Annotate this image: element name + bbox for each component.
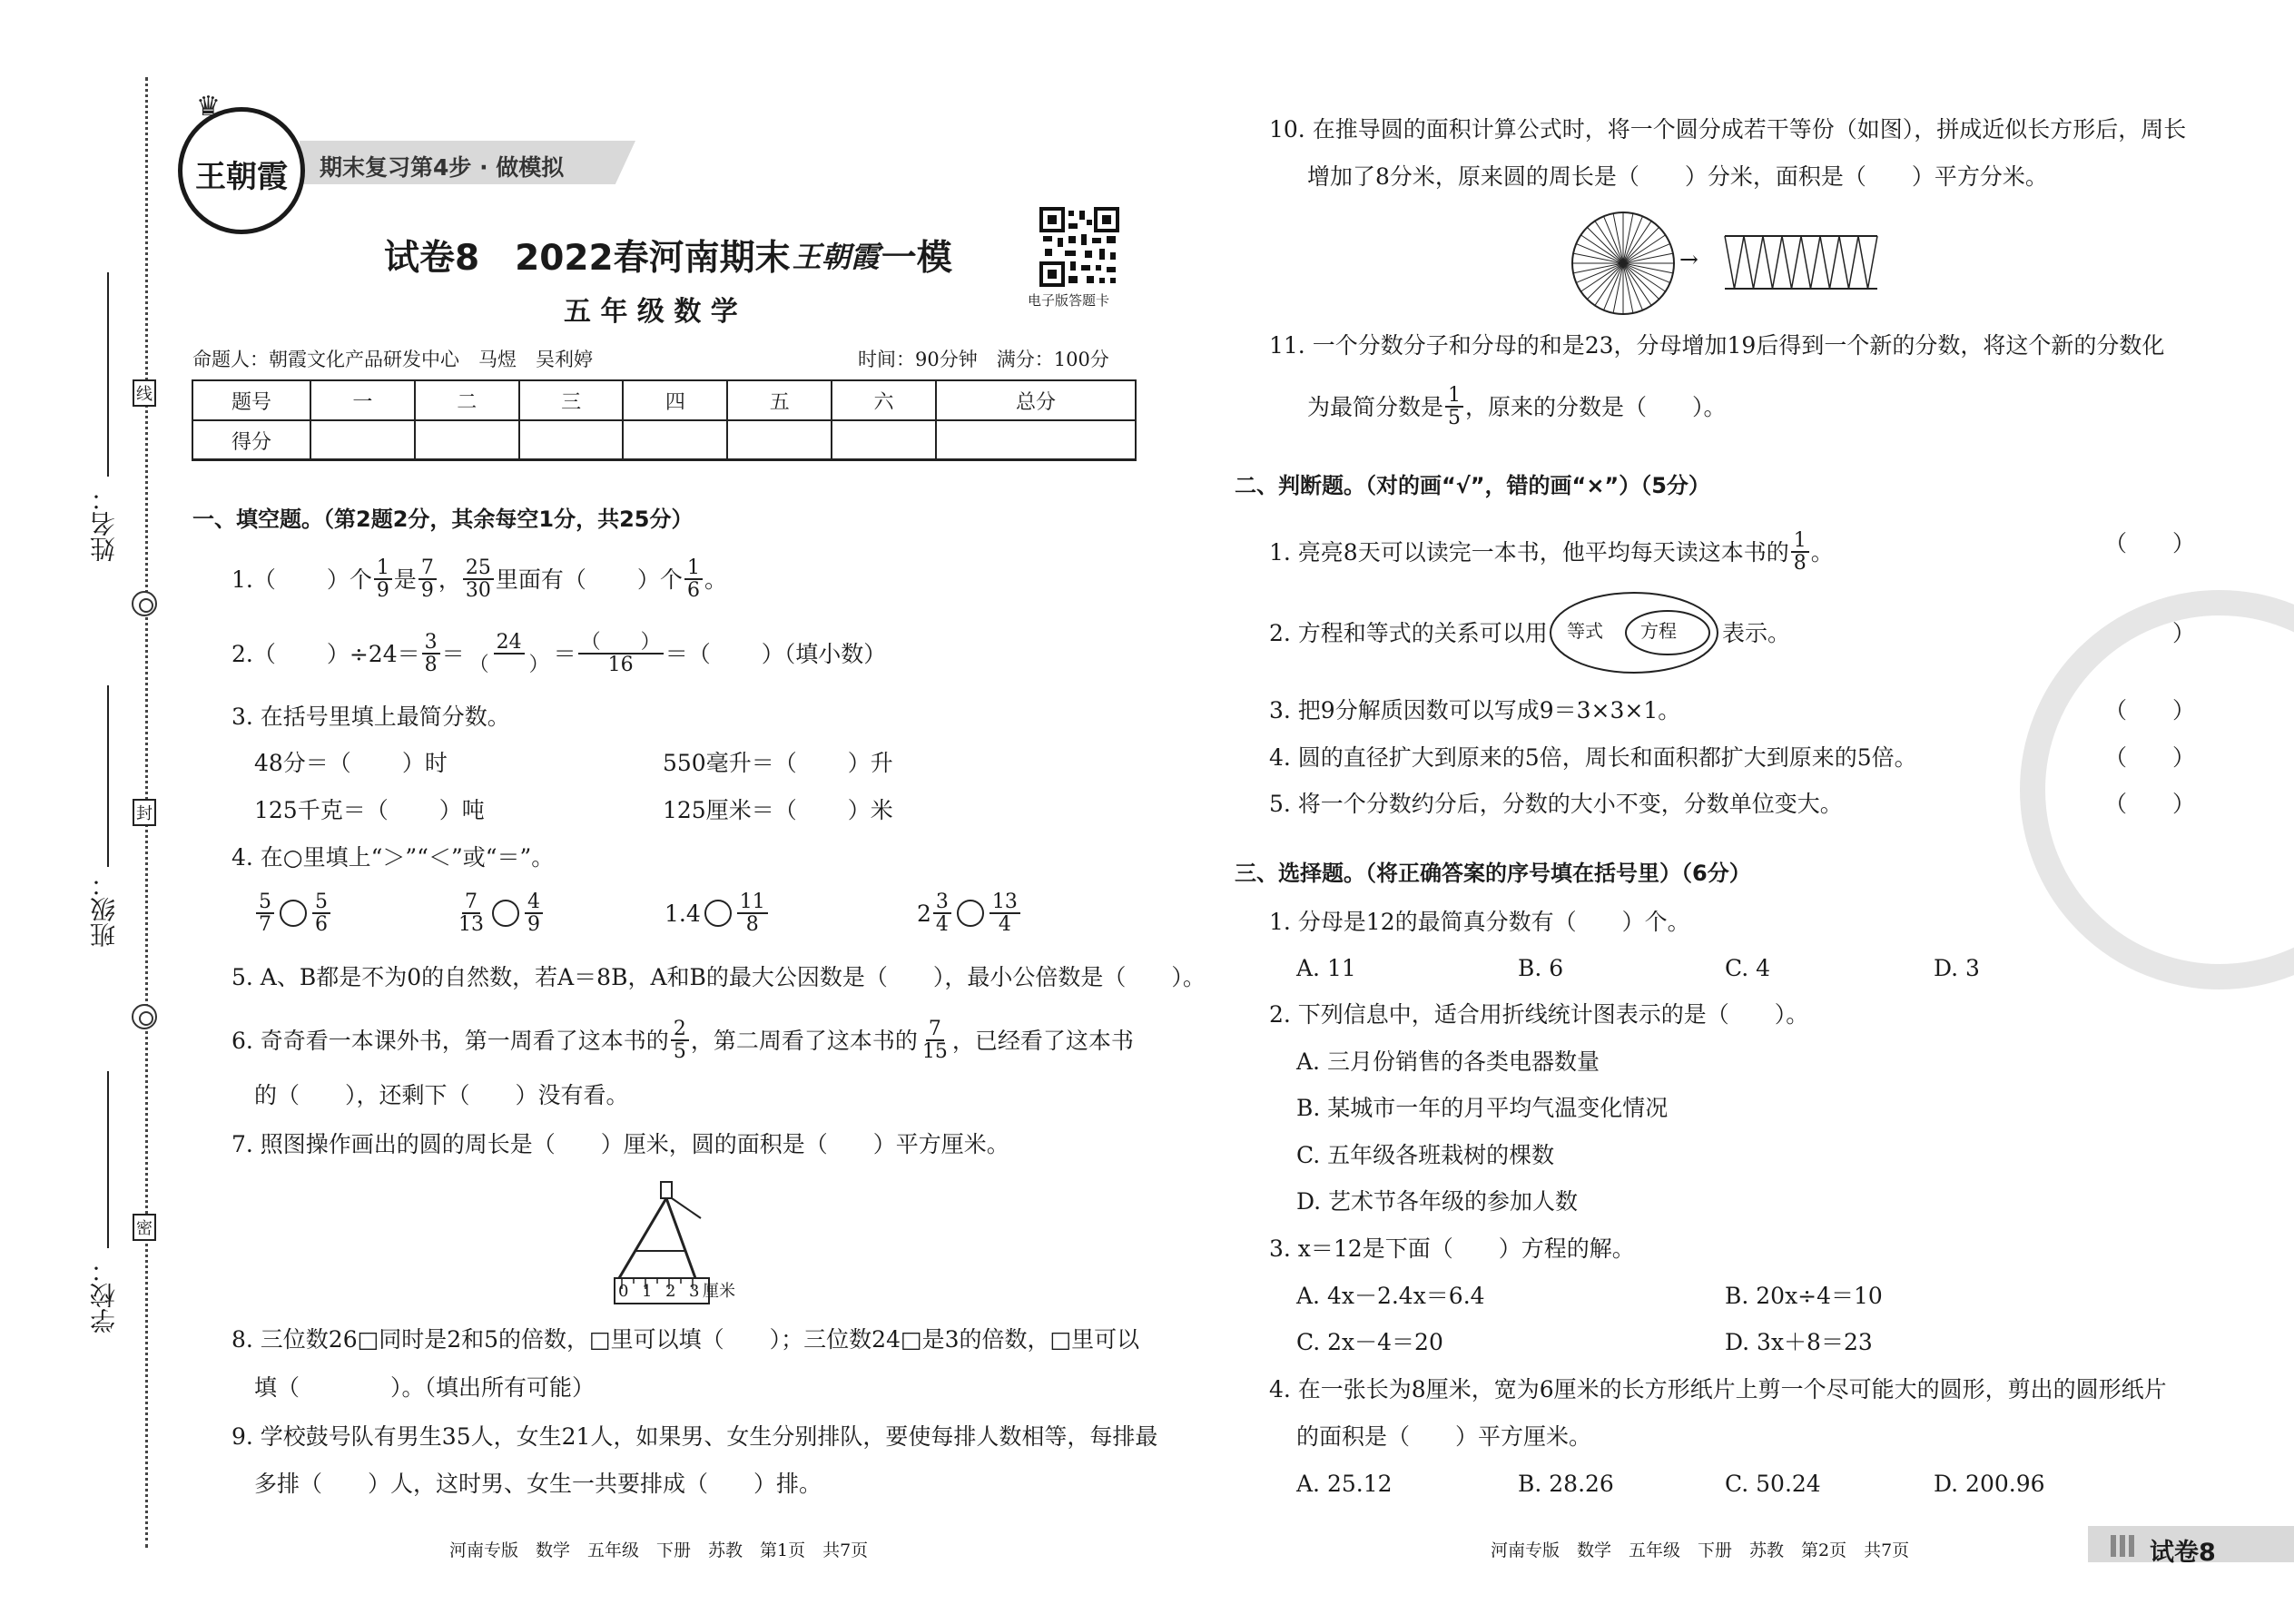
q-text: ， xyxy=(438,566,461,593)
question-4a: $\frac{5}{7}$ $\frac{5}{6}$ xyxy=(254,891,332,935)
time-score: 时间：90分钟 满分：100分 xyxy=(858,349,1109,370)
choice-4-opt-c[interactable]: C. 50.24 xyxy=(1725,1471,1821,1497)
question-3d: 125厘米＝（ ）米 xyxy=(663,797,893,823)
score-cell: 四 xyxy=(623,380,727,420)
score-cell: 总分 xyxy=(936,380,1136,420)
q-text: ＝ xyxy=(441,640,465,667)
footer-badge: 试卷8 xyxy=(2150,1539,2216,1567)
question-10-line2: 增加了8分米，原来圆的周长是（ ）分米，面积是（ ）平方分米。 xyxy=(1307,163,2048,190)
q-text: 里面有（ xyxy=(495,566,586,593)
judge-2-answer[interactable]: （ ） xyxy=(2104,620,2196,646)
fraction: $\frac{1}{6}$ xyxy=(684,557,703,601)
gutter-ornament-icon xyxy=(132,1004,157,1029)
authors: 命题人：朝霞文化产品研发中心 马煜 吴利婷 xyxy=(192,349,593,370)
school-underline xyxy=(107,1071,109,1248)
compare-circle[interactable] xyxy=(492,900,519,927)
choice-2-opt-a[interactable]: A. 三月份销售的各类电器数量 xyxy=(1296,1048,1600,1075)
choice-1-opt-b[interactable]: B. 6 xyxy=(1518,955,1564,981)
section-judge-title: 二、判断题。（对的画“√”，错的画“×”）（5分） xyxy=(1235,473,1710,498)
question-8-line2: 填（ ）。（填出所有可能） xyxy=(254,1374,596,1401)
score-input[interactable] xyxy=(727,420,832,460)
choice-3: 3. x＝12是下面（ ）方程的解。 xyxy=(1269,1235,1635,1262)
name-label: 姓名： xyxy=(89,486,119,562)
page-title xyxy=(384,230,952,281)
score-input[interactable] xyxy=(415,420,519,460)
q-text: ＝ xyxy=(553,640,576,667)
school-label: 学校： xyxy=(89,1257,119,1334)
venn-inner-label: 方程 xyxy=(1640,620,1677,642)
question-4d: 2 $\frac{3}{4}$ $\frac{13}{4}$ xyxy=(917,891,1022,935)
judge-2-text: 2. 方程和等式的关系可以用 xyxy=(1269,620,1548,646)
seal-char-line: 线 xyxy=(133,379,156,407)
choice-2-opt-b[interactable]: B. 某城市一年的月平均气温变化情况 xyxy=(1296,1095,1669,1121)
divided-circle-figure xyxy=(1569,209,1678,318)
q-text: ）÷24＝ xyxy=(326,640,420,667)
judge-4-answer[interactable]: （ ） xyxy=(2104,744,2196,771)
score-cell: 得分 xyxy=(192,420,310,460)
fraction: $\frac{1}{9}$ xyxy=(374,557,392,601)
fraction: $\frac{25}{30}$ xyxy=(463,557,494,601)
section-choice-title: 三、选择题。（将正确答案的序号填在括号里）（6分） xyxy=(1235,861,1751,886)
arrow-icon: → xyxy=(1679,246,1698,272)
choice-1-opt-a[interactable]: A. 11 xyxy=(1296,955,1356,981)
watermark-seal-icon xyxy=(2020,590,2294,989)
choice-3-opt-a[interactable]: A. 4x－2.4x＝6.4 xyxy=(1296,1283,1485,1309)
question-4c: 1.4 $\frac{11}{8}$ xyxy=(665,891,770,935)
fraction: $\frac{7}{9}$ xyxy=(418,557,437,601)
compare-circle[interactable] xyxy=(957,900,984,927)
seal-char-secret: 密 xyxy=(133,1214,156,1241)
choice-1-opt-c[interactable]: C. 4 xyxy=(1725,955,1771,981)
gutter-ornament-icon xyxy=(132,591,157,616)
choice-4-line2: 的面积是（ ）平方厘米。 xyxy=(1296,1423,1592,1450)
score-table-score-row xyxy=(192,420,1136,460)
footer-left: 河南专版 数学 五年级 下册 苏教 第1页 共7页 xyxy=(449,1540,869,1560)
choice-4: 4. 在一张长为8厘米，宽为6厘米的长方形纸片上剪一个尽可能大的圆形，剪出的圆形纸片 xyxy=(1269,1376,2167,1403)
fraction: $\frac{3}{8}$ xyxy=(422,632,440,675)
question-11-line2: 为最简分数是 $\frac{1}{5}$ ，原来的分数是（ ）。 xyxy=(1307,384,1727,430)
judge-4: 4. 圆的直径扩大到原来的5倍，周长和面积都扩大到原来的5倍。 xyxy=(1269,744,1917,771)
question-3a: 48分＝（ ）时 xyxy=(254,750,448,776)
fraction: $\frac{( )}{16}$ xyxy=(578,632,664,675)
compare-circle[interactable] xyxy=(704,900,732,927)
footer-right: 河南专版 数学 五年级 下册 苏教 第2页 共7页 xyxy=(1491,1540,1910,1560)
class-label: 班级： xyxy=(89,871,119,948)
judge-5: 5. 将一个分数约分后，分数的大小不变，分数单位变大。 xyxy=(1269,791,1843,817)
approx-rectangle-figure xyxy=(1723,234,1879,290)
compare-circle[interactable] xyxy=(280,900,307,927)
choice-3-opt-d[interactable]: D. 3x＋8＝23 xyxy=(1725,1329,1873,1355)
q-text: 2.（ xyxy=(231,640,276,667)
question-1 xyxy=(231,557,727,601)
question-11: 11. 一个分数分子和分母的和是23，分母增加19后得到一个新的分数，将这个新的分数化 xyxy=(1269,332,2165,359)
choice-4-opt-b[interactable]: B. 28.26 xyxy=(1518,1471,1614,1497)
ruler-unit: 厘米 xyxy=(703,1282,735,1301)
score-table xyxy=(192,379,1137,461)
brand-logo xyxy=(178,107,305,234)
badge-pattern-icon xyxy=(2111,1535,2138,1557)
class-underline xyxy=(107,685,109,867)
ruler-tick-3: 3 xyxy=(689,1282,700,1301)
score-cell: 题号 xyxy=(192,380,310,420)
score-cell: 五 xyxy=(727,380,832,420)
question-6-line2: 的（ ），还剩下（ ）没有看。 xyxy=(254,1082,629,1108)
judge-2-end: 表示。 xyxy=(1722,620,1791,646)
ruler-tick-1: 1 xyxy=(642,1282,653,1301)
qr-caption: 电子版答题卡 xyxy=(1028,292,1110,309)
title-suffix: 一模 xyxy=(881,238,952,279)
judge-3: 3. 把9分解质因数可以写成9＝3×3×1。 xyxy=(1269,697,1681,723)
q-text: ＝（ xyxy=(665,640,711,667)
judge-1-answer[interactable]: （ ） xyxy=(2104,530,2196,556)
score-cell: 六 xyxy=(832,380,936,420)
choice-2-opt-d[interactable]: D. 艺术节各年级的参加人数 xyxy=(1296,1188,1579,1215)
choice-1: 1. 分母是12的最简真分数有（ ）个。 xyxy=(1269,909,1690,935)
seal-char-seal: 封 xyxy=(133,799,156,826)
choice-2: 2. 下列信息中，适合用折线统计图表示的是（ ）。 xyxy=(1269,1001,1809,1028)
title-main: 试卷8 2022春河南期末 xyxy=(384,238,791,279)
fraction: $\frac{24}{( )}$ xyxy=(468,631,549,677)
ruler-tick-0: 0 xyxy=(618,1282,629,1301)
choice-1-opt-d[interactable]: D. 3 xyxy=(1934,955,1980,981)
score-input[interactable] xyxy=(310,420,415,460)
q-text: 是 xyxy=(393,566,417,593)
judge-3-answer[interactable]: （ ） xyxy=(2104,697,2196,723)
question-4: 4. 在○里填上“＞”“＜”或“＝”。 xyxy=(231,844,555,871)
score-cell: 二 xyxy=(415,380,519,420)
choice-3-opt-b[interactable]: B. 20x÷4＝10 xyxy=(1725,1283,1883,1309)
zigzag-line xyxy=(1725,236,1877,289)
q-text: ）个 xyxy=(326,566,372,593)
question-3b: 550毫升＝（ ）升 xyxy=(663,750,893,776)
score-input[interactable] xyxy=(936,420,1136,460)
question-9: 9. 学校鼓号队有男生35人，女生21人，如果男、女生分别排队，要使每排人数相等，每排最 xyxy=(231,1423,1158,1450)
header-divider xyxy=(192,458,1137,460)
subtitle: 五 年 级 数 学 xyxy=(564,296,738,328)
score-table-header-row xyxy=(192,380,1136,420)
q-text: ）个 xyxy=(636,566,683,593)
judge-1: 1. 亮亮8天可以读完一本书，他平均每天读这本书的 $\frac{1}{8}$ 。 xyxy=(1269,529,1834,576)
question-3c: 125千克＝（ ）吨 xyxy=(254,797,485,823)
step-label: 期末复习第4步 · 做模拟 xyxy=(320,154,565,181)
q-text: 1.（ xyxy=(231,566,276,593)
section-fill-in-title: 一、填空题。（第2题2分，其余每空1分，共25分） xyxy=(192,507,694,532)
qr-code-icon[interactable] xyxy=(1039,207,1119,287)
question-4b: $\frac{7}{13}$ $\frac{4}{9}$ xyxy=(454,891,545,935)
brand-logo-text: 王朝霞 xyxy=(195,159,288,195)
question-5: 5. A、B都是不为0的自然数，若A＝8B，A和B的最大公因数是（ ），最小公倍数是（ ）。 xyxy=(231,964,1206,990)
score-input[interactable] xyxy=(832,420,936,460)
choice-2-opt-c[interactable]: C. 五年级各班栽树的棵数 xyxy=(1296,1142,1555,1168)
q-text: ）（填小数） xyxy=(761,640,887,667)
name-underline xyxy=(107,272,109,477)
choice-3-opt-c[interactable]: C. 2x－4＝20 xyxy=(1296,1329,1443,1355)
score-cell: 一 xyxy=(310,380,415,420)
score-cell: 三 xyxy=(519,380,624,420)
question-8: 8. 三位数26□同时是2和5的倍数，□里可以填（ ）；三位数24□是3的倍数，□里可以 xyxy=(231,1326,1140,1353)
score-input[interactable] xyxy=(623,420,727,460)
title-brand: 王朝霞 xyxy=(792,240,880,274)
question-7: 7. 照图操作画出的圆的周长是（ ）厘米，圆的面积是（ ）平方厘米。 xyxy=(231,1131,1009,1157)
crown-icon: ♛ xyxy=(196,91,221,123)
judge-5-answer[interactable]: （ ） xyxy=(2104,791,2196,817)
question-10: 10. 在推导圆的面积计算公式时，将一个圆分成若干等份（如图），拼成近似长方形后，周长 xyxy=(1269,116,2187,143)
question-6: 6. 奇奇看一本课外书，第一周看了这本书的 $\frac{2}{5}$ ，第二周看了这本书的 $\frac{7}{15}$ ，已经看了这本书 xyxy=(231,1018,1134,1064)
score-input[interactable] xyxy=(519,420,624,460)
venn-outer-label: 等式 xyxy=(1567,620,1603,642)
question-2 xyxy=(231,632,886,675)
choice-4-opt-d[interactable]: D. 200.96 xyxy=(1934,1471,2045,1497)
choice-4-opt-a[interactable]: A. 25.12 xyxy=(1296,1471,1393,1497)
question-3: 3. 在括号里填上最简分数。 xyxy=(231,704,510,730)
q-text: 。 xyxy=(704,566,727,593)
ruler-tick-2: 2 xyxy=(665,1282,676,1301)
question-9-line2: 多排（ ）人，这时男、女生一共要排成（ ）排。 xyxy=(254,1471,822,1497)
